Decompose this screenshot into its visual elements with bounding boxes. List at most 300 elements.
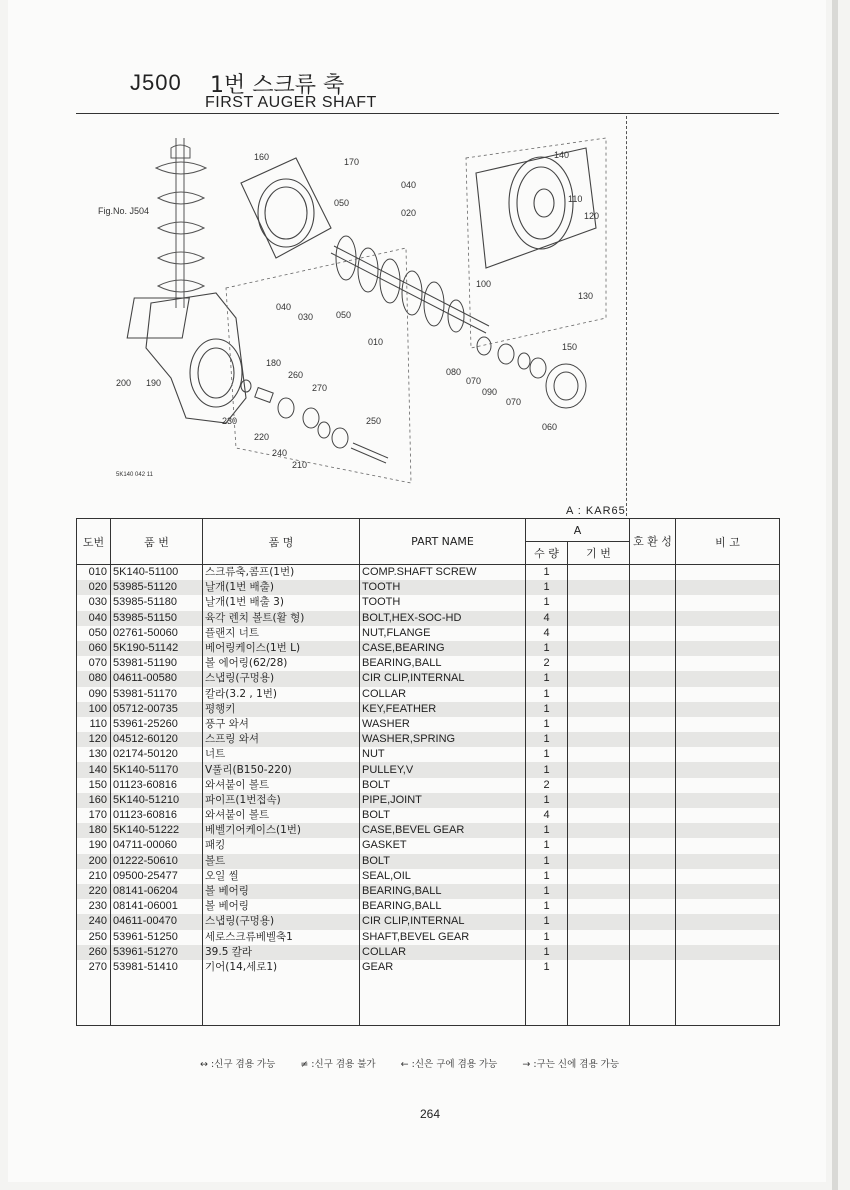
cell-basic: [568, 611, 630, 626]
cell-part-no: 53985-51120: [111, 580, 203, 595]
cell-part-no: 5K140-51170: [111, 762, 203, 777]
col-header-group-a: A: [526, 519, 630, 542]
cell-qty: 1: [526, 687, 568, 702]
cell-part-no: 53985-51150: [111, 611, 203, 626]
cell-remarks: [676, 762, 780, 777]
cell-korean-name: 패킹: [203, 838, 360, 853]
cell-basic: [568, 671, 630, 686]
cell-part-no: 04711-00060: [111, 838, 203, 853]
svg-text:040: 040: [276, 302, 292, 312]
cell-exchange: [630, 717, 676, 732]
page-edge: [832, 0, 838, 1190]
cell-exchange: [630, 884, 676, 899]
cell-no: 040: [77, 611, 111, 626]
cell-no: 150: [77, 778, 111, 793]
table-row: [77, 793, 780, 808]
cell-no: 020: [77, 580, 111, 595]
table-row: [77, 656, 780, 671]
cell-basic: [568, 793, 630, 808]
cell-korean-name: 기어(14,세로1): [203, 960, 360, 975]
cell-korean-name: 날개(1번 배출 3): [203, 595, 360, 610]
col-header-exchange: 호 환 성: [630, 519, 676, 565]
cell-qty: 4: [526, 808, 568, 823]
cell-korean-name: 베벨기어케이스(1번): [203, 823, 360, 838]
cell-part-name: COMP.SHAFT SCREW: [360, 565, 526, 581]
dashed-separator: [626, 116, 627, 516]
svg-text:030: 030: [298, 312, 314, 322]
cell-basic: [568, 823, 630, 838]
cell-no: 090: [77, 687, 111, 702]
cell-basic: [568, 626, 630, 641]
cell-remarks: [676, 899, 780, 914]
model-note: A : KAR65: [566, 505, 626, 517]
cell-exchange: [630, 823, 676, 838]
cell-remarks: [676, 656, 780, 671]
cell-exchange: [630, 611, 676, 626]
cell-exchange: [630, 838, 676, 853]
col-header-part-no: 품 번: [111, 519, 203, 565]
cell-part-name: BOLT: [360, 808, 526, 823]
cell-part-no: 5K140-51222: [111, 823, 203, 838]
empty-cell: [111, 975, 203, 1026]
cell-no: 230: [77, 899, 111, 914]
cell-exchange: [630, 656, 676, 671]
table-row: [77, 823, 780, 838]
cell-remarks: [676, 914, 780, 929]
cell-basic: [568, 945, 630, 960]
cell-part-name: BOLT: [360, 778, 526, 793]
cell-basic: [568, 854, 630, 869]
cell-part-name: SEAL,OIL: [360, 869, 526, 884]
cell-part-name: GASKET: [360, 838, 526, 853]
cell-part-no: 05712-00735: [111, 702, 203, 717]
cell-qty: 1: [526, 930, 568, 945]
cell-no: 110: [77, 717, 111, 732]
cell-remarks: [676, 565, 780, 581]
cell-part-no: 04512-60120: [111, 732, 203, 747]
cell-remarks: [676, 854, 780, 869]
cell-exchange: [630, 565, 676, 581]
section-code: J500: [130, 70, 182, 95]
cell-qty: 4: [526, 611, 568, 626]
cell-no: 180: [77, 823, 111, 838]
cell-no: 210: [77, 869, 111, 884]
cell-part-no: 53961-51270: [111, 945, 203, 960]
cell-no: 200: [77, 854, 111, 869]
cell-exchange: [630, 702, 676, 717]
cell-qty: 1: [526, 793, 568, 808]
cell-part-name: WASHER,SPRING: [360, 732, 526, 747]
cell-part-name: CASE,BEARING: [360, 641, 526, 656]
legend-item: ↔ :신구 겸용 가능: [200, 1059, 276, 1070]
cell-korean-name: 베어링케이스(1번 L): [203, 641, 360, 656]
table-row: [77, 717, 780, 732]
page-number: 264: [420, 1107, 441, 1121]
empty-cell: [203, 975, 360, 1026]
parts-table: [76, 518, 780, 1026]
svg-text:260: 260: [288, 370, 304, 380]
cell-exchange: [630, 930, 676, 945]
cell-part-name: CIR CLIP,INTERNAL: [360, 914, 526, 929]
cell-basic: [568, 869, 630, 884]
cell-part-no: 53981-51410: [111, 960, 203, 975]
cell-part-no: 09500-25477: [111, 869, 203, 884]
cell-remarks: [676, 823, 780, 838]
svg-text:140: 140: [554, 150, 570, 160]
svg-text:020: 020: [401, 208, 417, 218]
cell-basic: [568, 565, 630, 581]
cell-part-no: 5K140-51100: [111, 565, 203, 581]
cell-part-no: 02761-50060: [111, 626, 203, 641]
cell-remarks: [676, 611, 780, 626]
svg-text:180: 180: [266, 358, 282, 368]
table-row: [77, 747, 780, 762]
svg-text:220: 220: [254, 432, 270, 442]
cell-korean-name: 볼 베어링: [203, 899, 360, 914]
cell-exchange: [630, 945, 676, 960]
table-row: [77, 899, 780, 914]
cell-korean-name: 날개(1번 배출): [203, 580, 360, 595]
cell-qty: 4: [526, 626, 568, 641]
cell-qty: 1: [526, 854, 568, 869]
cell-part-no: 08141-06204: [111, 884, 203, 899]
col-header-part-name: PART NAME: [360, 519, 526, 565]
svg-text:070: 070: [466, 376, 482, 386]
table-row: [77, 778, 780, 793]
cell-no: 120: [77, 732, 111, 747]
cell-no: 240: [77, 914, 111, 929]
cell-remarks: [676, 717, 780, 732]
diagram-footnote: 5K140 042 11: [116, 472, 153, 478]
cell-exchange: [630, 671, 676, 686]
svg-text:170: 170: [344, 157, 360, 167]
cell-part-no: 01222-50610: [111, 854, 203, 869]
cell-korean-name: 와셔붙이 볼트: [203, 778, 360, 793]
cell-part-name: GEAR: [360, 960, 526, 975]
cell-qty: 1: [526, 717, 568, 732]
cell-part-no: 53985-51180: [111, 595, 203, 610]
callout-labels: [116, 150, 599, 470]
svg-text:250: 250: [366, 416, 382, 426]
parts-table-body: [77, 565, 780, 1026]
cell-qty: 1: [526, 945, 568, 960]
v-pulley: [476, 148, 596, 268]
cell-exchange: [630, 914, 676, 929]
cell-exchange: [630, 854, 676, 869]
cell-part-no: 5K140-51210: [111, 793, 203, 808]
cell-part-name: COLLAR: [360, 687, 526, 702]
cell-remarks: [676, 671, 780, 686]
cell-basic: [568, 702, 630, 717]
cell-part-name: CIR CLIP,INTERNAL: [360, 671, 526, 686]
table-row: [77, 671, 780, 686]
table-row: [77, 626, 780, 641]
legend-item: ≠ :신구 겸용 불가: [300, 1059, 376, 1070]
col-header-no: 도번: [77, 519, 111, 565]
cell-korean-name: 스크류축,콤프(1번): [203, 565, 360, 581]
svg-text:240: 240: [272, 448, 288, 458]
cell-korean-name: 칼라(3.2 , 1번): [203, 687, 360, 702]
cell-basic: [568, 656, 630, 671]
cell-exchange: [630, 793, 676, 808]
cell-no: 060: [77, 641, 111, 656]
cell-part-no: 01123-60816: [111, 778, 203, 793]
cell-remarks: [676, 869, 780, 884]
cell-basic: [568, 884, 630, 899]
cell-qty: 1: [526, 641, 568, 656]
cell-no: 270: [77, 960, 111, 975]
cell-part-name: PIPE,JOINT: [360, 793, 526, 808]
svg-text:040: 040: [401, 180, 417, 190]
cell-remarks: [676, 641, 780, 656]
cell-no: 140: [77, 762, 111, 777]
cell-no: 130: [77, 747, 111, 762]
cell-exchange: [630, 747, 676, 762]
cell-no: 030: [77, 595, 111, 610]
cell-no: 160: [77, 793, 111, 808]
table-row: [77, 945, 780, 960]
legend-item: ← :신은 구에 겸용 가능: [400, 1059, 498, 1070]
cell-no: 190: [77, 838, 111, 853]
svg-text:060: 060: [542, 422, 558, 432]
svg-text:120: 120: [584, 211, 600, 221]
cell-part-name: WASHER: [360, 717, 526, 732]
cell-no: 250: [77, 930, 111, 945]
svg-text:050: 050: [336, 310, 352, 320]
empty-cell: [526, 975, 568, 1026]
table-row: [77, 838, 780, 853]
cell-exchange: [630, 899, 676, 914]
cell-part-no: 53981-51170: [111, 687, 203, 702]
auger-reference-figure: [156, 138, 206, 308]
cell-korean-name: V풀리(B150-220): [203, 762, 360, 777]
cell-basic: [568, 595, 630, 610]
svg-text:090: 090: [482, 387, 498, 397]
cell-part-name: BEARING,BALL: [360, 884, 526, 899]
cell-part-name: BOLT,HEX-SOC-HD: [360, 611, 526, 626]
cell-part-no: 53961-25260: [111, 717, 203, 732]
cell-qty: 1: [526, 580, 568, 595]
svg-text:210: 210: [292, 460, 308, 470]
svg-text:050: 050: [334, 198, 350, 208]
cell-qty: 2: [526, 778, 568, 793]
cell-korean-name: 스프링 와셔: [203, 732, 360, 747]
cell-qty: 1: [526, 732, 568, 747]
cell-korean-name: 스냅링(구멍용): [203, 671, 360, 686]
table-row: [77, 595, 780, 610]
cell-exchange: [630, 687, 676, 702]
cell-exchange: [630, 960, 676, 975]
cell-qty: 1: [526, 914, 568, 929]
cell-part-no: 08141-06001: [111, 899, 203, 914]
cell-basic: [568, 960, 630, 975]
table-row: [77, 960, 780, 975]
svg-text:160: 160: [254, 152, 270, 162]
cell-qty: 1: [526, 671, 568, 686]
cell-basic: [568, 762, 630, 777]
cell-korean-name: 육각 렌치 볼트(활 형): [203, 611, 360, 626]
cell-basic: [568, 914, 630, 929]
section-title-korean: 1번 스크류 축: [210, 73, 345, 98]
cell-korean-name: 평행키: [203, 702, 360, 717]
auger-screw-shaft: [331, 236, 492, 333]
cell-basic: [568, 717, 630, 732]
col-header-korean-name: 품 명: [203, 519, 360, 565]
table-row: [77, 702, 780, 717]
svg-text:270: 270: [312, 383, 328, 393]
cell-basic: [568, 838, 630, 853]
table-row: [77, 732, 780, 747]
cell-exchange: [630, 595, 676, 610]
cell-exchange: [630, 732, 676, 747]
empty-cell: [676, 975, 780, 1026]
cell-part-name: BEARING,BALL: [360, 656, 526, 671]
table-row: [77, 580, 780, 595]
cell-no: 170: [77, 808, 111, 823]
cell-exchange: [630, 869, 676, 884]
cell-basic: [568, 899, 630, 914]
cell-qty: 2: [526, 656, 568, 671]
exploded-parts-diagram: [76, 118, 626, 498]
cell-part-name: SHAFT,BEVEL GEAR: [360, 930, 526, 945]
cell-korean-name: 와셔붙이 볼트: [203, 808, 360, 823]
cell-remarks: [676, 702, 780, 717]
cell-remarks: [676, 747, 780, 762]
cell-qty: 1: [526, 899, 568, 914]
cell-part-no: 5K190-51142: [111, 641, 203, 656]
svg-text:080: 080: [446, 367, 462, 377]
table-row: [77, 930, 780, 945]
cell-korean-name: 세로스크류베벨축1: [203, 930, 360, 945]
cell-korean-name: 볼 에어링(62/28): [203, 656, 360, 671]
svg-text:070: 070: [506, 397, 522, 407]
cell-remarks: [676, 793, 780, 808]
cell-part-name: KEY,FEATHER: [360, 702, 526, 717]
table-row: [77, 884, 780, 899]
svg-text:200: 200: [116, 378, 132, 388]
cell-part-name: COLLAR: [360, 945, 526, 960]
table-row: [77, 565, 780, 581]
cell-part-no: 02174-50120: [111, 747, 203, 762]
cell-remarks: [676, 945, 780, 960]
cell-remarks: [676, 808, 780, 823]
table-row: [77, 641, 780, 656]
cell-exchange: [630, 808, 676, 823]
cell-basic: [568, 747, 630, 762]
cell-qty: 1: [526, 747, 568, 762]
cell-exchange: [630, 641, 676, 656]
cell-basic: [568, 930, 630, 945]
svg-text:010: 010: [368, 337, 384, 347]
cell-part-name: NUT,FLANGE: [360, 626, 526, 641]
cell-part-name: PULLEY,V: [360, 762, 526, 777]
cell-remarks: [676, 930, 780, 945]
table-row: [77, 611, 780, 626]
pipe-joint: [241, 158, 331, 258]
compatibility-legend: [200, 1056, 641, 1070]
svg-text:190: 190: [146, 378, 162, 388]
table-row: [77, 854, 780, 869]
cell-part-no: 53981-51190: [111, 656, 203, 671]
cell-basic: [568, 778, 630, 793]
cell-korean-name: 39.5 칼라: [203, 945, 360, 960]
svg-text:130: 130: [578, 291, 594, 301]
cell-part-name: BEARING,BALL: [360, 899, 526, 914]
cell-korean-name: 볼트: [203, 854, 360, 869]
table-filler-row: [77, 975, 780, 1026]
cell-no: 070: [77, 656, 111, 671]
cell-part-no: 53961-51250: [111, 930, 203, 945]
cell-exchange: [630, 778, 676, 793]
cell-basic: [568, 808, 630, 823]
cell-korean-name: 볼 베어링: [203, 884, 360, 899]
cell-no: 050: [77, 626, 111, 641]
cell-qty: 1: [526, 869, 568, 884]
cell-exchange: [630, 626, 676, 641]
table-row: [77, 762, 780, 777]
cell-qty: 1: [526, 702, 568, 717]
cell-part-name: NUT: [360, 747, 526, 762]
cell-remarks: [676, 778, 780, 793]
empty-cell: [360, 975, 526, 1026]
cell-qty: 1: [526, 762, 568, 777]
cell-exchange: [630, 580, 676, 595]
cell-basic: [568, 732, 630, 747]
cell-qty: 1: [526, 595, 568, 610]
col-header-basic: 기 번: [568, 542, 630, 565]
cell-remarks: [676, 687, 780, 702]
cell-no: 010: [77, 565, 111, 581]
cell-part-name: TOOTH: [360, 580, 526, 595]
cell-remarks: [676, 580, 780, 595]
cell-korean-name: 스냅링(구멍용): [203, 914, 360, 929]
empty-cell: [630, 975, 676, 1026]
cell-qty: 1: [526, 884, 568, 899]
cell-korean-name: 풍구 와셔: [203, 717, 360, 732]
cell-part-name: CASE,BEVEL GEAR: [360, 823, 526, 838]
cell-part-no: 04611-00470: [111, 914, 203, 929]
cell-basic: [568, 641, 630, 656]
table-row: [77, 687, 780, 702]
svg-text:100: 100: [476, 279, 492, 289]
cell-no: 100: [77, 702, 111, 717]
fig-note: Fig.No. J504: [98, 206, 150, 216]
table-row: [77, 808, 780, 823]
cell-remarks: [676, 960, 780, 975]
section-title-english: FIRST AUGER SHAFT: [205, 94, 377, 111]
cell-remarks: [676, 626, 780, 641]
cell-korean-name: 파이프(1번접속): [203, 793, 360, 808]
cell-remarks: [676, 595, 780, 610]
svg-text:150: 150: [562, 342, 578, 352]
cell-no: 220: [77, 884, 111, 899]
cell-part-name: TOOTH: [360, 595, 526, 610]
cell-qty: 1: [526, 960, 568, 975]
svg-text:110: 110: [568, 194, 583, 204]
empty-cell: [568, 975, 630, 1026]
cell-part-no: 04611-00580: [111, 671, 203, 686]
cell-remarks: [676, 838, 780, 853]
table-row: [77, 914, 780, 929]
cell-part-name: BOLT: [360, 854, 526, 869]
cell-qty: 1: [526, 823, 568, 838]
header-rule: [76, 113, 779, 114]
cell-part-no: 01123-60816: [111, 808, 203, 823]
table-row: [77, 869, 780, 884]
cell-basic: [568, 580, 630, 595]
bevel-gear-case: [127, 293, 246, 423]
cell-remarks: [676, 884, 780, 899]
